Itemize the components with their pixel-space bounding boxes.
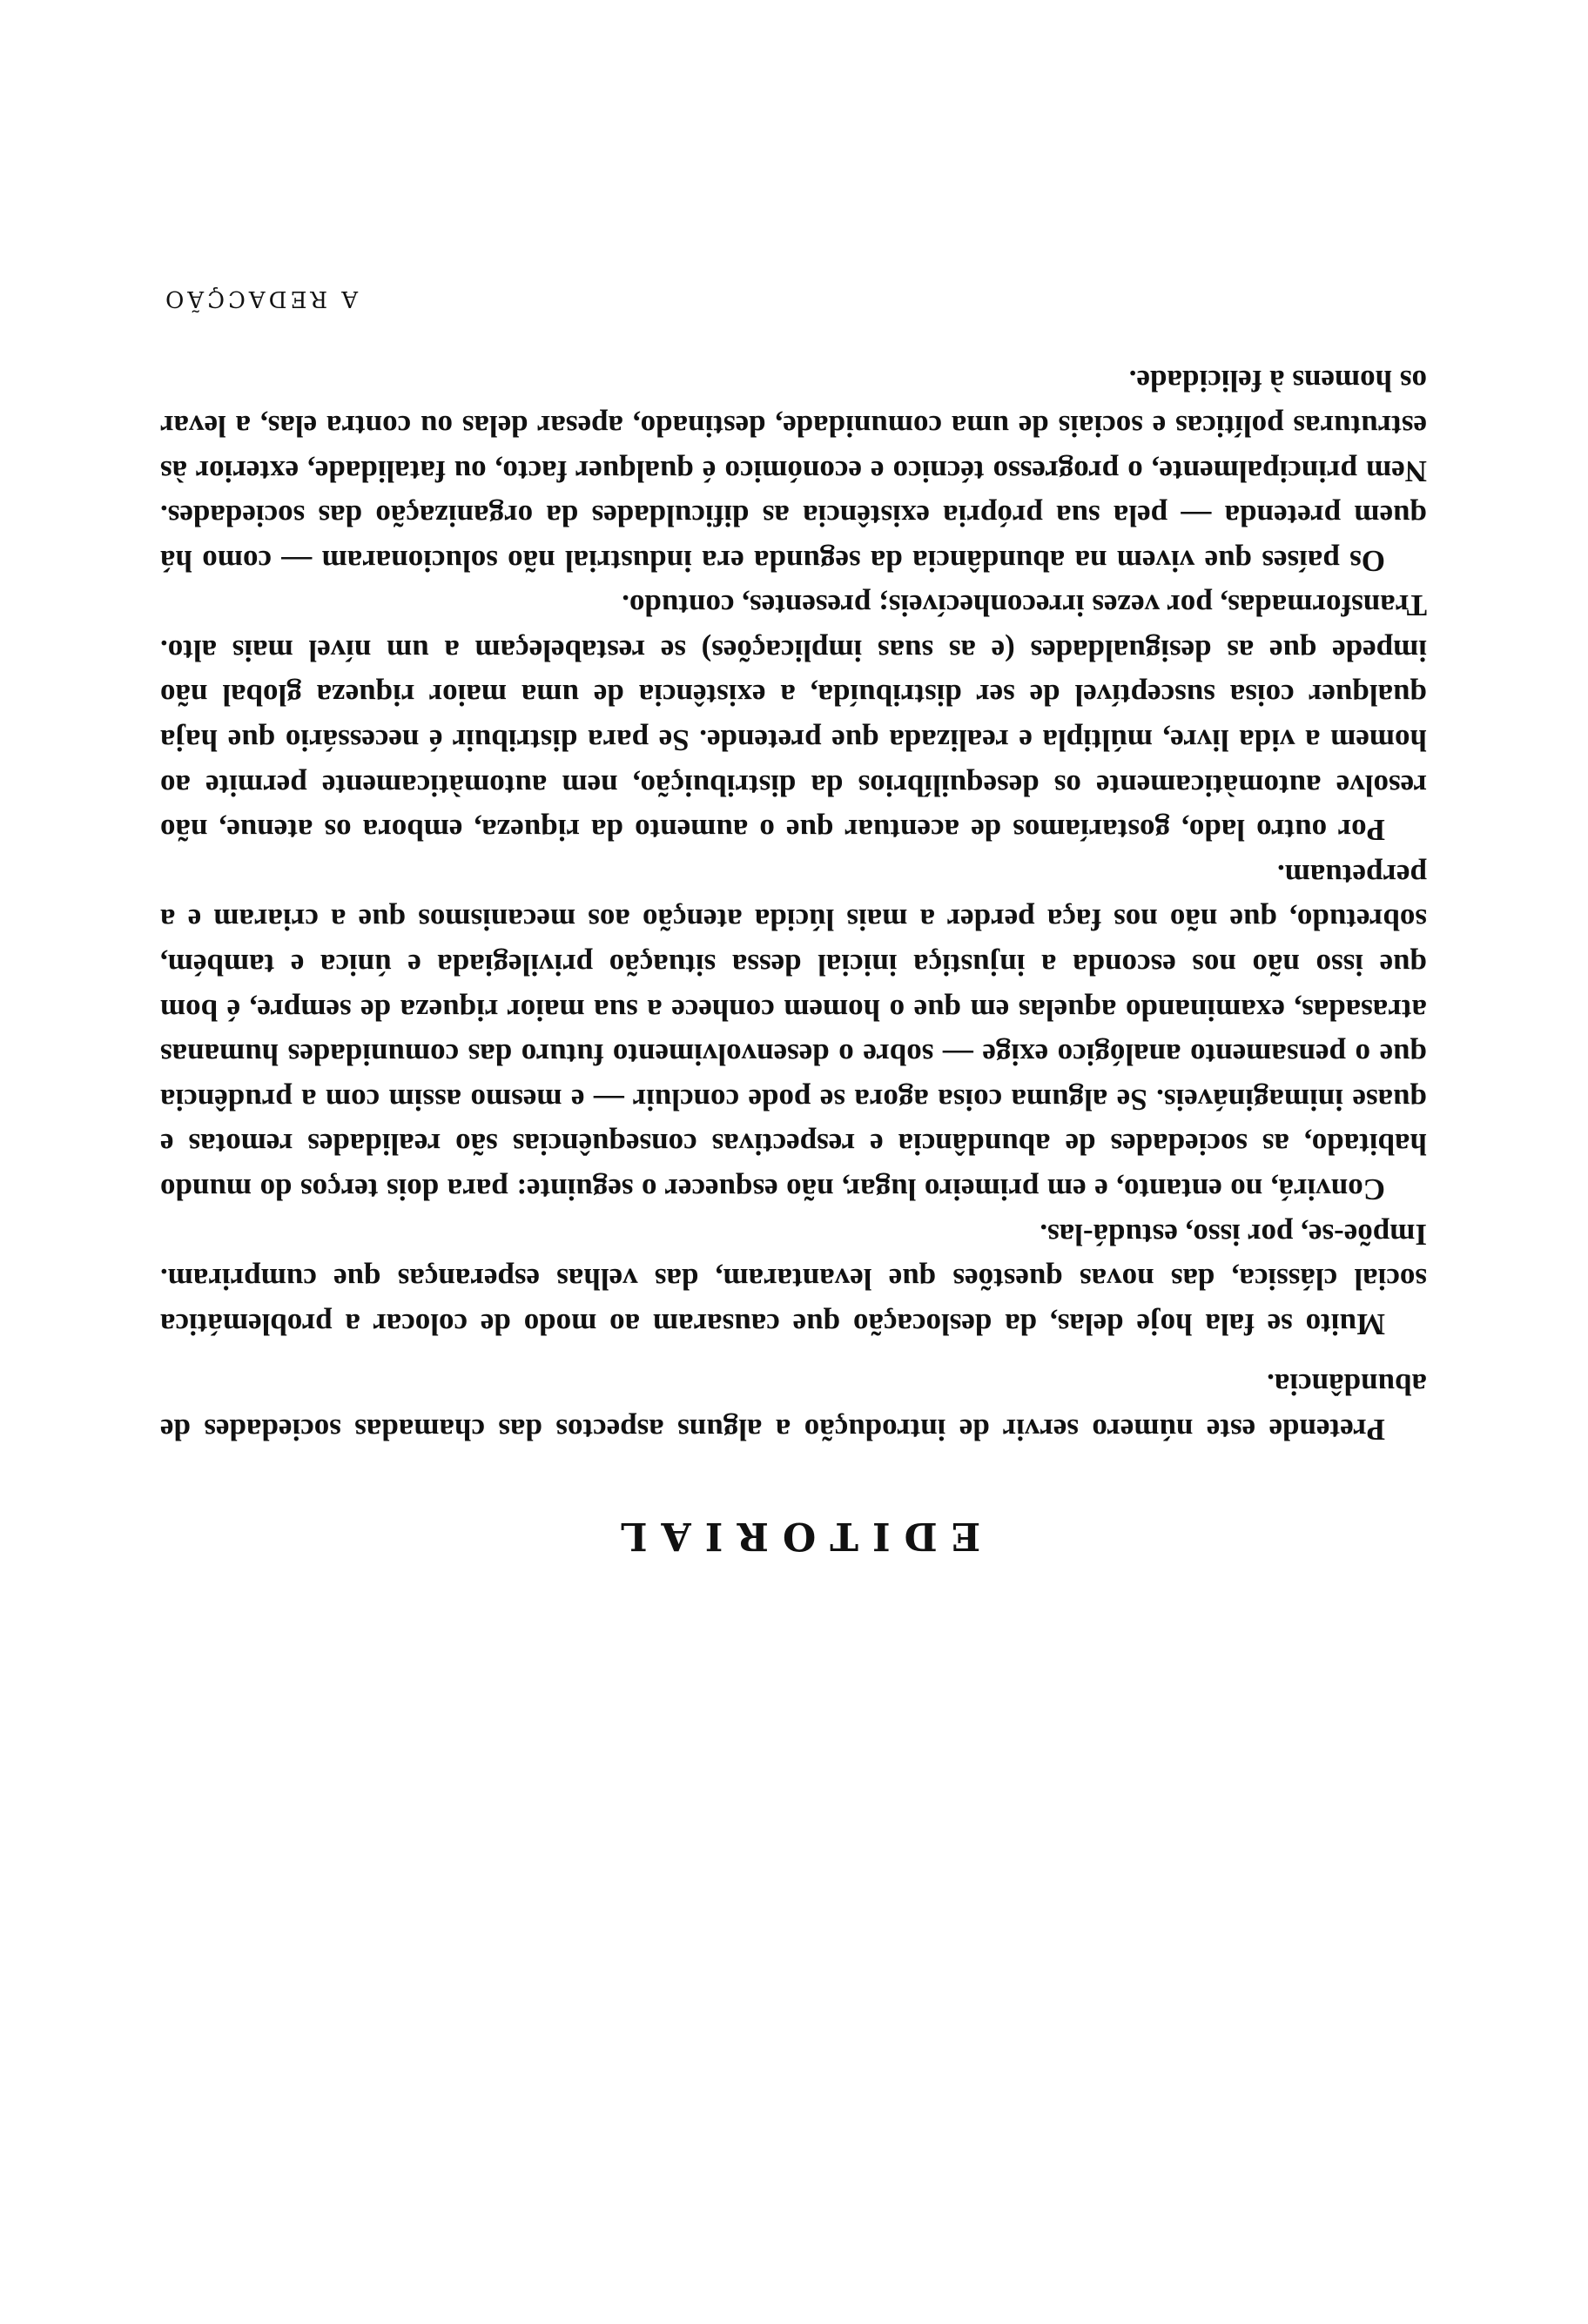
paragraph-3: Convirá, no entanto, e em primeiro lugar, não esquecer o seguinte: para dois terços do mundo habitado, as sociedades de abundância e respectivas consequências são realidades remotas e quase inimagináveis. Se alguma coisa agora se pode concluir — e mesmo assim com a prudência que o pensamento analógico exige — sobre o desenvolvimento futuro das comunidades humanas atrasadas, examinando aquelas em que o homem conhece a sua maior riqueza de sempre, é bom que isso não nos esconda a injustiça inicial dessa situação privilegiada e única e também, sobretudo, que não nos faça perder a mais lúcida atenção aos mecanismos que a criaram e a perpetuam.	[160, 857, 1427, 1207]
signature: A REDACÇÃO	[162, 285, 359, 312]
editorial-body	[160, 275, 1427, 1558]
paragraph-5: Os países que vivem na abundância da segunda era industrial não solucionaram — como há quem pretenda — pela sua própria existência as dificuldades da organização das sociedades. Nem principalmente, o progresso técnico e económico é qualquer facto, ou fatalidade, exterior às estruturas políticas e sociais de uma comunidade, destinado, apesar delas ou contra elas, a levar os homens à felicidade.	[160, 364, 1427, 578]
paragraph-4: Por outro lado, gostaríamos de acentuar que o aumento da riqueza, embora os atenue, não resolve automàticamente os desequilíbrios da distribuição, nem automàticamente permite ao homem a vida livre, múltipla e realizada que pretende. Se para distribuir é necessário que haja qualquer coisa susceptível de ser distribuída, a existência de uma maior riqueza global não impede que as desigualdades (e as suas implicações) se restabeleçam a um nível mais alto. Transformadas, por vezes irreconhecíveis; presentes, contudo.	[160, 588, 1427, 848]
paragraph-intro: Pretende este número servir de introdução a alguns aspectos das chamadas sociedades de abundância.	[160, 1367, 1427, 1447]
paragraph-2: Muito se fala hoje delas, da deslocação que causaram ao modo de colocar a problemática social clássica, das novas questões que levantaram, das velhas esperanças que cumpriram. Impõe-se, por isso, estudá-las.	[160, 1217, 1427, 1341]
page-title: EDITORIAL	[606, 1514, 981, 1558]
